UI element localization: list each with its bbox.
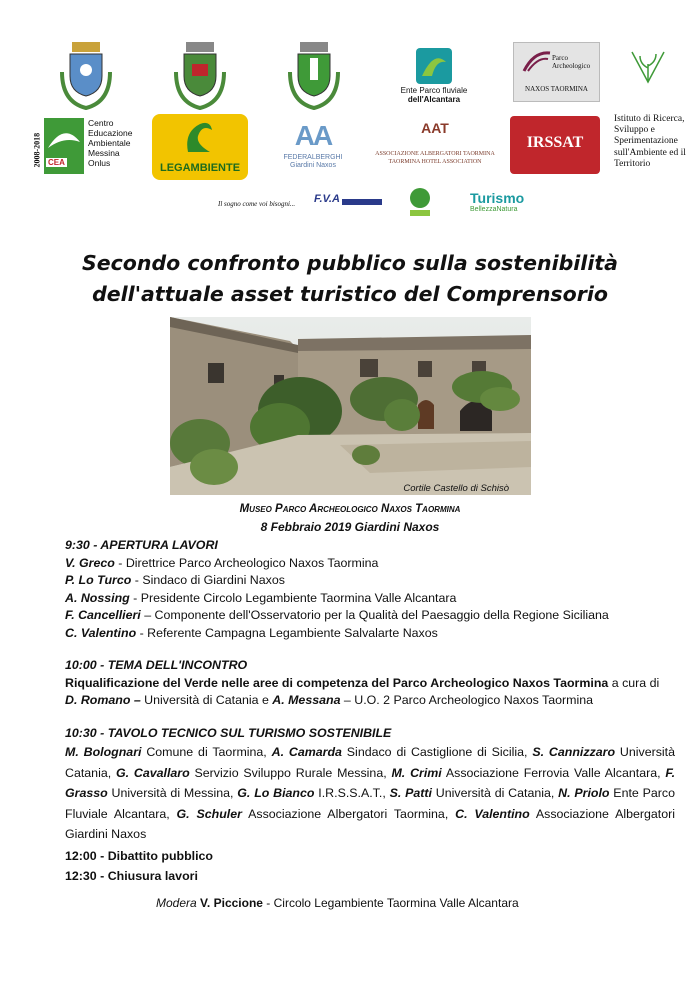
venue-date: 8 Febbraio 2019 Giardini Naxos (260, 520, 440, 534)
speaker-name: A. Messana (272, 693, 341, 707)
irssat-label: IRSSAT (526, 134, 584, 151)
istituto-text: Istituto di Ricerca, Sviluppo e Sperimentazione sull'Ambiente ed il Territorio (614, 114, 686, 169)
federalberghi-line2: Giardini Naxos (290, 161, 336, 169)
cea-line4: Messina (88, 148, 120, 159)
logo-fva (312, 193, 384, 211)
federalberghi-line1: FEDERALBERGHI (283, 154, 343, 161)
cea-line3: Ambientale (88, 138, 131, 149)
moderator-name: V. Piccione (200, 896, 263, 910)
venue-name (0, 503, 700, 515)
speaker-role: Comune di Taormina, (141, 745, 272, 759)
session-2-curators (65, 692, 675, 710)
aat-mark: AAT (421, 120, 449, 136)
speaker-name: S. Cannizzaro (532, 745, 616, 759)
topic-curated: a cura di (608, 675, 660, 690)
turismo-line1: Turismo (470, 190, 525, 206)
cea-badge: CEA (48, 158, 65, 167)
coat-of-arms-icon (286, 42, 342, 112)
speaker-name: D. Romano – (65, 693, 141, 707)
federalberghi-mark: AA (294, 120, 332, 151)
coat-of-arms-icon (58, 42, 114, 112)
speaker-name: P. Lo Turco (65, 573, 132, 587)
moderator-line (156, 896, 519, 910)
column-icon (522, 51, 552, 73)
parco-line1: Parco (552, 54, 568, 62)
speaker-role: – Componente dell'Osservatorio per la Qualità del Paesaggio della Regione Siciliana (140, 608, 609, 622)
speaker-role: Università di Catania e (140, 693, 273, 707)
logo-ente-alcantara (398, 48, 470, 108)
speaker-name: V. Greco (65, 555, 115, 570)
alcantara-logo-icon (416, 48, 452, 84)
session-3-heading: 10:30 - TAVOLO TECNICO SUL TURISMO SOSTENIBILE (65, 725, 392, 740)
fva-label: F.V.A (314, 193, 340, 205)
speaker-role: Associazione Ferrovia Valle Alcantara, (441, 765, 666, 780)
speaker-role: Associazione Albergatori Taormina, (241, 806, 456, 821)
cea-line1: Centro (88, 118, 114, 128)
speaker-role: I.R.S.S.A.T., (314, 786, 390, 800)
speaker-name: C. Valentino (65, 625, 137, 640)
speaker-name: A. Camarda (271, 745, 342, 759)
speaker-role: - Presidente Circolo Legambiente Taormina Valle Alcantara (129, 590, 457, 605)
logo-parco-archeologico (513, 42, 600, 102)
s1-item-1 (65, 555, 675, 573)
session-3-participants (65, 742, 675, 845)
courtyard-photo-illustration (170, 317, 531, 495)
speaker-name: A. Nossing (65, 590, 130, 605)
speaker-role: - Sindaco di Giardini Naxos (131, 573, 285, 587)
speaker-name: F. Grasso (65, 765, 676, 800)
cea-line5: Onlus (88, 158, 111, 169)
title-line-2: dell'attuale asset turistico del Comprensorio (92, 282, 608, 306)
session-2-topic (65, 675, 675, 693)
session-5: 12:30 - Chiusura lavori (65, 868, 198, 883)
session-4: 12:00 - Dibattito pubblico (65, 848, 214, 863)
speaker-name: N. Priolo (558, 786, 610, 800)
alcantara-line2: dell'Alcantara (407, 95, 461, 105)
program (65, 537, 675, 886)
s1-item-4 (65, 607, 675, 625)
speaker-name: G. Schuler (176, 806, 242, 821)
tagline: Il sogno come voi bisogni... (218, 200, 296, 208)
legambiente-swan-icon (180, 118, 220, 158)
speaker-name: M. Crimi (391, 765, 442, 780)
speaker-name: C. Valentino (455, 806, 530, 821)
speaker-name: F. Cancellieri (65, 608, 141, 622)
parco-line2: Archeologico (552, 61, 591, 70)
speaker-name: G. Lo Bianco (237, 786, 315, 800)
topic-title: Riqualificazione del Verde nelle aree di competenza del Parco Archeologico Naxos Taormina (65, 675, 609, 690)
logo-legambiente (152, 114, 248, 180)
speaker-name: M. Bolognari (65, 745, 142, 759)
alcantara-line1: Ente Parco fluviale (400, 86, 468, 95)
speaker-name: S. Patti (389, 786, 432, 800)
parco-line3: NAXOS TAORMINA (525, 85, 588, 93)
s1-item-2 (65, 572, 675, 590)
cea-line2: Educazione (88, 128, 133, 139)
crest-2 (172, 42, 228, 112)
speaker-role: Sindaco di Castiglione di Sicilia, (341, 745, 533, 759)
speaker-role: - Referente Campagna Legambiente Salvalarte Naxos (136, 625, 438, 640)
leaf-icon (628, 46, 668, 88)
aat-line1: ASSOCIAZIONE ALBERGATORI TAORMINA (375, 151, 495, 157)
crest-3 (286, 42, 342, 112)
legambiente-label: LEGAMBIENTE (159, 162, 241, 174)
venue-line1: Museo Parco Archeologico Naxos Taormina (239, 503, 461, 515)
photo-caption: Cortile Castello di Schisò (403, 483, 509, 494)
moderator-role: - Circolo Legambiente Taormina Valle Alcantara (262, 896, 519, 910)
session-1-heading: 9:30 - APERTURA LAVORI (65, 538, 218, 552)
crest-1 (58, 42, 114, 112)
title-line-1: Secondo confronto pubblico sulla sostenibilità (81, 251, 618, 275)
moderator-label: Modera (156, 896, 197, 910)
speaker-role: Ente Parco Fluviale Alcantara, (65, 786, 675, 821)
speaker-role: Università di Catania, (431, 786, 559, 800)
logo-istituto-mark (628, 46, 668, 88)
speaker-name: G. Cavallaro (115, 765, 190, 780)
logo-aat (374, 120, 496, 176)
logo-turismo (466, 186, 530, 216)
s1-item-5 (65, 625, 675, 643)
logo-federalberghi (278, 120, 348, 176)
aat-line2: TAORMINA HOTEL ASSOCIATION (388, 159, 482, 166)
speaker-role: Università Catania, (65, 745, 675, 780)
emblem-icon (404, 186, 436, 220)
speaker-role: Servizio Sviluppo Rurale Messina, (189, 765, 392, 780)
logo-irssat (510, 116, 600, 174)
cea-years: 2008-2018 (32, 132, 42, 168)
s1-item-3 (65, 590, 675, 608)
speaker-role: – U.O. 2 Parco Archeologico Naxos Taormina (340, 693, 593, 707)
logo-green-emblem (404, 186, 436, 220)
speaker-role: Università di Messina, (107, 786, 238, 800)
coat-of-arms-icon (172, 42, 228, 112)
speaker-role: Associazione Albergatori Giardini Naxos (65, 806, 675, 841)
courtyard-photo (170, 317, 531, 495)
logo-cea (30, 116, 140, 178)
turismo-line2: BellezzaNatura (470, 206, 518, 213)
session-2-heading: 10:00 - TEMA DELL'INCONTRO (65, 658, 248, 672)
speaker-role: - Direttrice Parco Archeologico Naxos Taormina (114, 555, 379, 570)
